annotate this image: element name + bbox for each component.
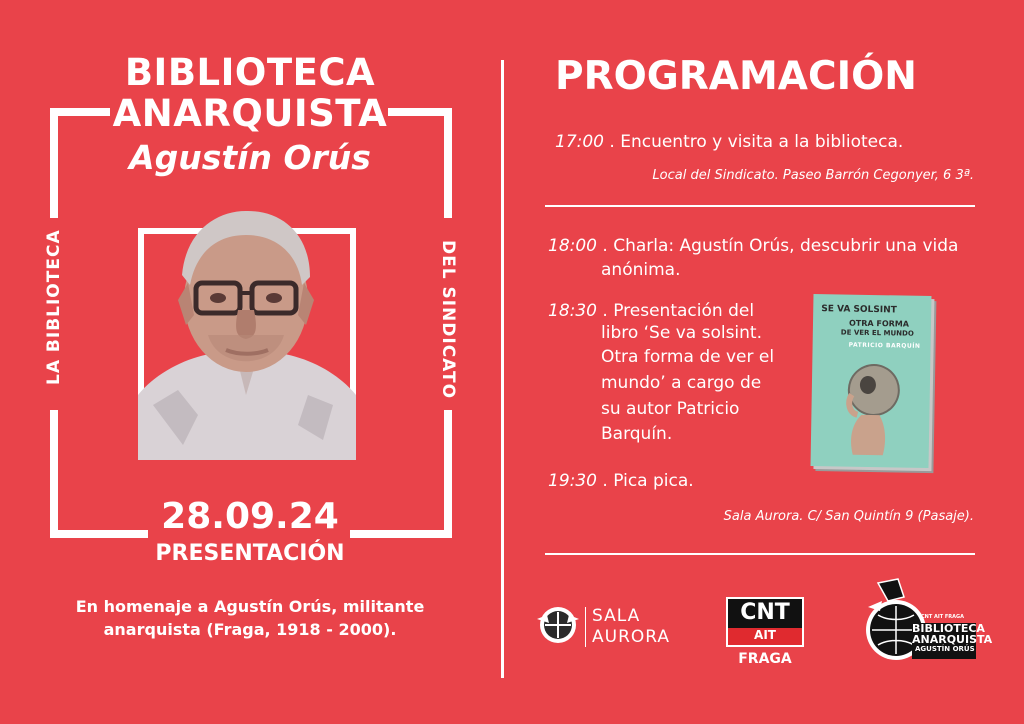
item3-line-3: Otra forma de ver el (601, 347, 775, 367)
book-sphere-illustration (831, 354, 913, 460)
book-title-1: SE VA SOLSINT (821, 304, 897, 316)
item2-text-2: anónima. (601, 260, 681, 280)
biblioteca-logo-small: CNT AIT FRAGA (921, 614, 964, 620)
sala-aurora-line2: AURORA (592, 627, 671, 647)
cnt-logo (726, 597, 804, 647)
cnt-logo-sub: AIT (754, 628, 776, 642)
center-divider (501, 60, 504, 678)
location-2: Sala Aurora. C/ San Quintín 9 (Pasaje). (723, 509, 974, 524)
item4-text: . Pica pica. (602, 471, 694, 491)
schedule-item-3 (548, 300, 754, 322)
item2-text-1: . Charla: Agustín Orús, descubrir una vida (602, 236, 959, 256)
time-1830: 18:30 (548, 301, 597, 321)
vertical-text-left: LA BIBLIOTECA (44, 229, 64, 385)
frame-top-right (388, 108, 452, 116)
time-1930: 19:30 (548, 471, 597, 491)
item3-line-6: Barquín. (601, 424, 673, 444)
biblioteca-logo-line2: ANARQUISTA (912, 633, 993, 646)
cnt-logo-text: CNT (740, 600, 790, 625)
item3-line-1: . Presentación del (602, 301, 755, 321)
sala-aurora-logo-icon (535, 605, 581, 645)
frame-right-lower (444, 410, 452, 538)
homage-line2: anarquista (Fraga, 1918 - 2000). (103, 620, 397, 639)
frame-left-upper (50, 108, 58, 218)
cnt-city: FRAGA (738, 651, 792, 667)
item3-line-4: mundo’ a cargo de (601, 373, 762, 393)
biblioteca-logo-line3: AGUSTÍN ORÚS (915, 645, 975, 653)
frame-left-lower (50, 410, 58, 538)
title-line2: ANARQUISTA (112, 92, 388, 135)
sala-aurora-line1: SALA (592, 606, 641, 626)
location-1: Local del Sindicato. Paseo Barrón Cegonyer, 6 3ª. (652, 168, 974, 183)
title-name: Agustín Orús (129, 138, 371, 177)
event-date: 28.09.24 (161, 496, 339, 537)
event-subtitle: PRESENTACIÓN (155, 541, 345, 566)
book-title-3: DE VER EL MUNDO (840, 328, 914, 338)
frame-top-left (50, 108, 110, 116)
book-title-2: OTRA FORMA (848, 318, 910, 329)
item3-line-2: libro ‘Se va solsint. (601, 323, 763, 343)
divider-2 (545, 553, 975, 555)
schedule-item-4 (548, 470, 694, 492)
time-1800: 18:00 (548, 236, 597, 256)
book-cover (811, 294, 932, 468)
schedule-item-2 (548, 235, 968, 257)
book-author: PATRICIO BARQUÍN (848, 341, 921, 350)
frame-right-upper (444, 108, 452, 218)
time-1700: 17:00 (555, 132, 604, 152)
item3-line-5: su autor Patricio (601, 399, 740, 419)
sala-aurora-separator (585, 607, 586, 647)
biblioteca-logo-line1: BIBLIOTECA (912, 622, 985, 635)
divider-1 (545, 205, 975, 207)
program-heading: PROGRAMACIÓN (555, 54, 917, 99)
title-line1: BIBLIOTECA (124, 51, 376, 94)
portrait-image (138, 205, 356, 460)
item1-text: . Encuentro y visita a la biblioteca. (609, 132, 904, 152)
biblioteca-logo-icon (858, 575, 978, 667)
homage-line1: En homenaje a Agustín Orús, militante (75, 597, 425, 616)
vertical-text-right: DEL SINDICATO (438, 240, 458, 400)
schedule-item-1 (555, 131, 903, 153)
